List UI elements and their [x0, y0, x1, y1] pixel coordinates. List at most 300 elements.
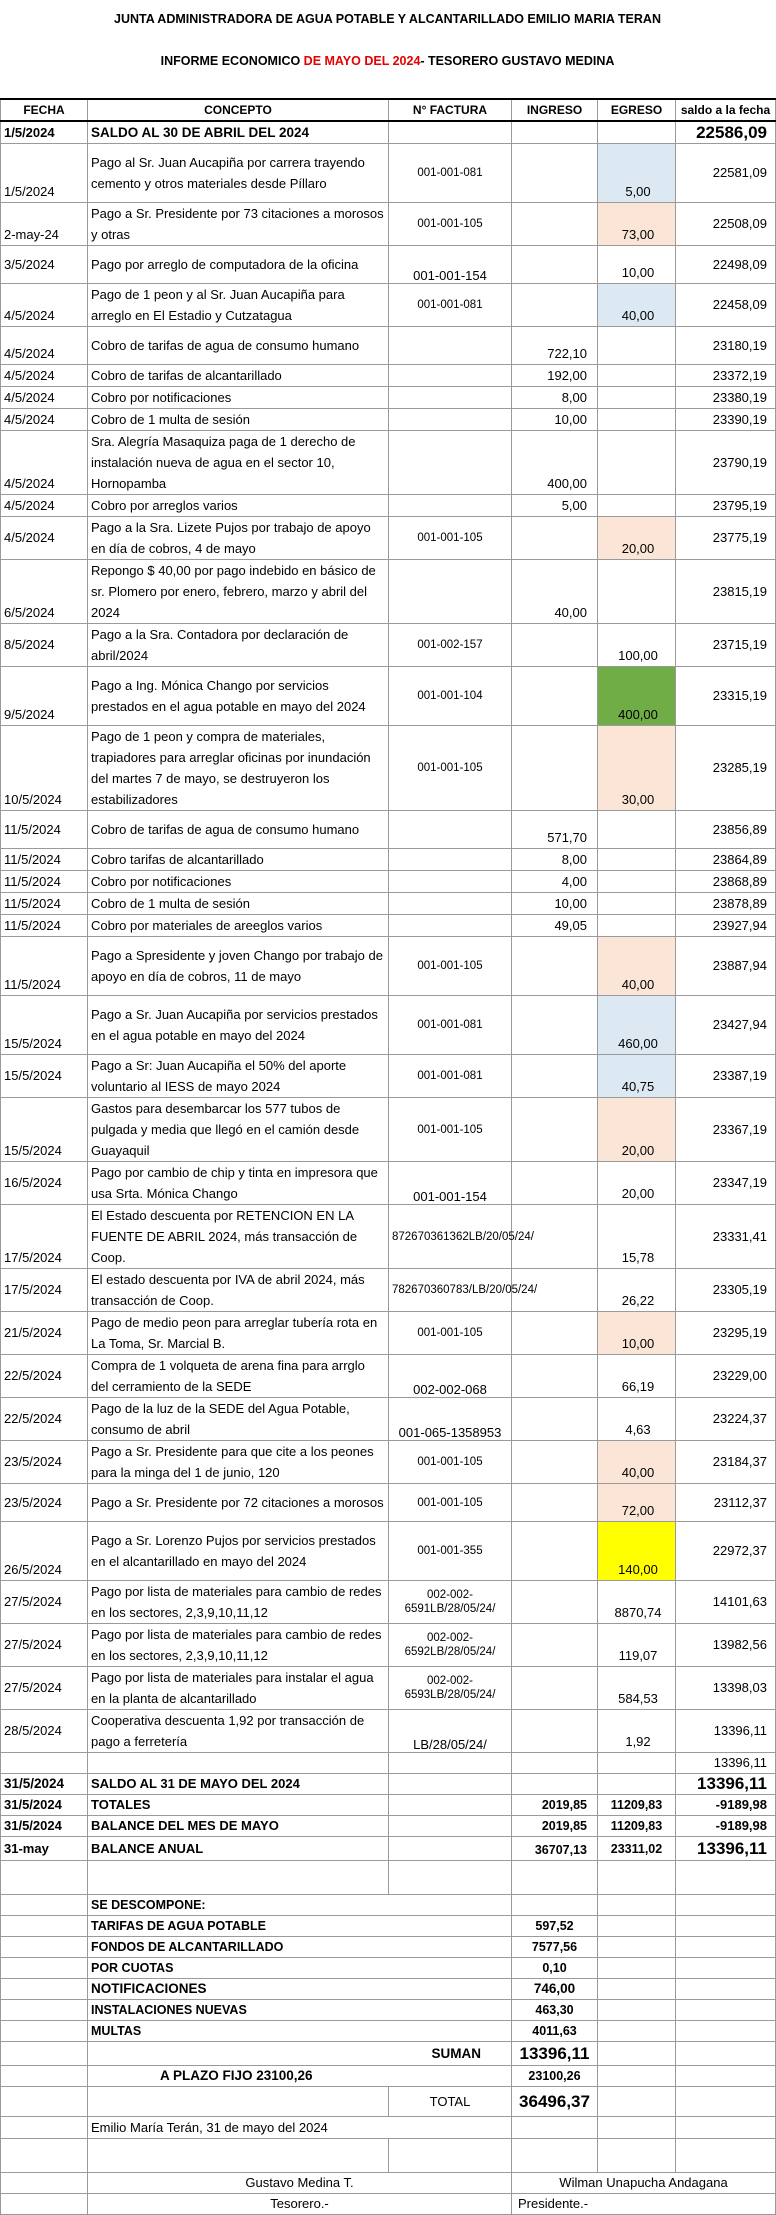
totals-factura — [389, 1774, 512, 1795]
ledger-row — [1, 387, 776, 409]
totals-label: BALANCE DEL MES DE MAYO — [88, 1816, 389, 1837]
row-ingreso — [512, 1355, 598, 1398]
row-ingreso — [512, 1581, 598, 1624]
row-saldo: 23331,41 — [676, 1205, 776, 1269]
row-saldo: 23367,19 — [676, 1098, 776, 1162]
row-factura — [389, 387, 512, 409]
row-ingreso: 8,00 — [512, 849, 598, 871]
spacer-cell — [88, 1861, 389, 1895]
row-fecha: 11/5/2024 — [1, 937, 88, 996]
row-egreso: 400,00 — [598, 667, 676, 726]
ledger-row — [1, 1398, 776, 1441]
row-concepto: Pago por cambio de chip y tinta en impresora que usa Srta. Mónica Chango — [88, 1162, 389, 1205]
row-saldo: 23295,19 — [676, 1312, 776, 1355]
totals-ingreso: 36707,13 — [512, 1837, 598, 1861]
totals-egreso — [598, 1774, 676, 1795]
spacer-cell — [1, 2117, 88, 2139]
spacer-cell — [598, 2066, 676, 2087]
col-ingreso: INGRESO — [512, 99, 598, 121]
row-saldo: 13396,11 — [676, 1753, 776, 1774]
breakdown-value: 463,30 — [512, 2000, 598, 2021]
ledger-row — [1, 1055, 776, 1098]
row-fecha: 4/5/2024 — [1, 431, 88, 495]
row-fecha: 6/5/2024 — [1, 560, 88, 624]
row-ingreso: 192,00 — [512, 365, 598, 387]
spacer-cell — [676, 2021, 776, 2042]
row-fecha: 27/5/2024 — [1, 1624, 88, 1667]
row-factura — [389, 1753, 512, 1774]
ledger-row — [1, 1441, 776, 1484]
ledger-row — [1, 996, 776, 1055]
row-factura: 001-001-105 — [389, 1441, 512, 1484]
breakdown-title: SE DESCOMPONE: — [88, 1895, 512, 1916]
row-egreso: 119,07 — [598, 1624, 676, 1667]
row-concepto: Pago a Sr. Presidente por 72 citaciones a morosos — [88, 1484, 389, 1522]
row-ingreso — [512, 144, 598, 203]
ledger-row — [1, 246, 776, 284]
row-ingreso — [512, 1484, 598, 1522]
row-factura: 001-001-105 — [389, 517, 512, 560]
row-saldo: 22458,09 — [676, 284, 776, 327]
totals-label: SALDO AL 31 DE MAYO DEL 2024 — [88, 1774, 389, 1795]
report-title-prefix: INFORME ECONOMICO — [160, 54, 304, 68]
spacer-cell — [1, 2042, 88, 2066]
spacer-row — [1, 1861, 776, 1895]
row-fecha: 22/5/2024 — [1, 1398, 88, 1441]
ledger-row — [1, 517, 776, 560]
row-egreso — [598, 871, 676, 893]
row-ingreso — [512, 624, 598, 667]
row-egreso: 66,19 — [598, 1355, 676, 1398]
row-saldo: 22586,09 — [676, 121, 776, 144]
row-egreso: 1,92 — [598, 1710, 676, 1753]
ledger-row — [1, 121, 776, 144]
row-fecha: 27/5/2024 — [1, 1667, 88, 1710]
row-egreso: 584,53 — [598, 1667, 676, 1710]
suman-row — [1, 2042, 776, 2066]
spacer-cell — [1, 2021, 88, 2042]
row-fecha: 11/5/2024 — [1, 811, 88, 849]
spacer-cell — [1, 1916, 88, 1937]
row-fecha: 3/5/2024 — [1, 246, 88, 284]
row-saldo: 23856,89 — [676, 811, 776, 849]
col-factura: N° FACTURA — [389, 99, 512, 121]
row-ingreso: 49,05 — [512, 915, 598, 937]
ledger-row — [1, 284, 776, 327]
row-factura: 782670360783/LB/20/05/24/ — [389, 1269, 512, 1312]
row-saldo: 23372,19 — [676, 365, 776, 387]
plazo-row — [1, 2066, 776, 2087]
row-concepto: Pago a Sr: Juan Aucapiña el 50% del aporte voluntario al IESS de mayo 2024 — [88, 1055, 389, 1098]
row-factura — [389, 560, 512, 624]
row-egreso — [598, 327, 676, 365]
row-saldo: 23427,94 — [676, 996, 776, 1055]
row-saldo: 22508,09 — [676, 203, 776, 246]
row-egreso: 30,00 — [598, 726, 676, 811]
spacer-cell — [598, 2021, 676, 2042]
totals-fecha: 31/5/2024 — [1, 1816, 88, 1837]
row-concepto: Pago por arreglo de computadora de la oficina — [88, 246, 389, 284]
row-ingreso — [512, 726, 598, 811]
row-concepto: Pago de la luz de la SEDE del Agua Potable, consumo de abril — [88, 1398, 389, 1441]
spacer-cell — [512, 2117, 598, 2139]
spacer-row — [1, 2139, 776, 2173]
signature-role-row — [1, 2194, 776, 2215]
row-saldo: 23184,37 — [676, 1441, 776, 1484]
report-title — [0, 54, 775, 68]
totals-egreso: 23311,02 — [598, 1837, 676, 1861]
breakdown-label: NOTIFICACIONES — [88, 1979, 512, 2000]
row-ingreso — [512, 1753, 598, 1774]
row-fecha: 23/5/2024 — [1, 1441, 88, 1484]
totals-row — [1, 1816, 776, 1837]
ledger-row — [1, 1624, 776, 1667]
row-saldo: 23224,37 — [676, 1398, 776, 1441]
row-saldo: 23390,19 — [676, 409, 776, 431]
row-factura: 001-001-081 — [389, 996, 512, 1055]
place-date: Emilio María Terán, 31 de mayo del 2024 — [88, 2117, 512, 2139]
plazo-label: A PLAZO FIJO 23100,26 — [88, 2066, 512, 2087]
row-factura: 001-002-157 — [389, 624, 512, 667]
spacer-cell — [1, 1937, 88, 1958]
row-fecha: 11/5/2024 — [1, 849, 88, 871]
row-egreso: 10,00 — [598, 1312, 676, 1355]
row-fecha: 1/5/2024 — [1, 121, 88, 144]
spacer-cell — [1, 2194, 88, 2215]
org-title: JUNTA ADMINISTRADORA DE AGUA POTABLE Y ALCANTARILLADO EMILIO MARIA TERAN — [114, 12, 661, 26]
row-concepto: Cooperativa descuenta 1,92 por transacción de pago a ferretería — [88, 1710, 389, 1753]
spacer-cell — [1, 1895, 88, 1916]
totals-saldo: 13396,11 — [676, 1837, 776, 1861]
spacer-cell — [598, 2087, 676, 2117]
row-concepto: Pago a Sr. Presidente para que cite a los peones para la minga del 1 de junio, 120 — [88, 1441, 389, 1484]
row-saldo: 23112,37 — [676, 1484, 776, 1522]
row-fecha — [1, 1753, 88, 1774]
totals-row — [1, 1774, 776, 1795]
row-ingreso: 722,10 — [512, 327, 598, 365]
row-saldo: 23305,19 — [676, 1269, 776, 1312]
ledger-row — [1, 409, 776, 431]
plazo-value: 23100,26 — [512, 2066, 598, 2087]
row-ingreso — [512, 121, 598, 144]
totals-factura — [389, 1816, 512, 1837]
row-concepto: Pago por lista de materiales para cambio de redes en los sectores, 2,3,9,10,11,12 — [88, 1624, 389, 1667]
row-egreso: 73,00 — [598, 203, 676, 246]
row-fecha: 9/5/2024 — [1, 667, 88, 726]
row-egreso — [598, 409, 676, 431]
row-factura: 001-001-355 — [389, 1522, 512, 1581]
row-saldo: 23878,89 — [676, 893, 776, 915]
row-factura: 001-001-105 — [389, 1098, 512, 1162]
spacer-cell — [676, 1895, 776, 1916]
ledger-row — [1, 1162, 776, 1205]
totals-label: TOTALES — [88, 1795, 389, 1816]
spacer-cell — [1, 2139, 88, 2173]
row-fecha: 11/5/2024 — [1, 893, 88, 915]
row-factura: 001-001-081 — [389, 1055, 512, 1098]
spacer-cell — [676, 1958, 776, 1979]
row-factura — [389, 365, 512, 387]
breakdown-row — [1, 2021, 776, 2042]
ledger-row — [1, 849, 776, 871]
row-factura: 002-002-6593LB/28/05/24/ — [389, 1667, 512, 1710]
totals-ingreso: 2019,85 — [512, 1795, 598, 1816]
row-egreso: 4,63 — [598, 1398, 676, 1441]
row-saldo: 23790,19 — [676, 431, 776, 495]
row-factura — [389, 327, 512, 365]
row-saldo: 22581,09 — [676, 144, 776, 203]
row-saldo: 23229,00 — [676, 1355, 776, 1398]
row-concepto: Pago de 1 peon y al Sr. Juan Aucapiña para arreglo en El Estadio y Cutzatagua — [88, 284, 389, 327]
row-concepto: Pago a la Sra. Contadora por declaración de abril/2024 — [88, 624, 389, 667]
row-egreso: 10,00 — [598, 246, 676, 284]
totals-row — [1, 1795, 776, 1816]
row-fecha: 27/5/2024 — [1, 1581, 88, 1624]
row-factura: 001-001-154 — [389, 1162, 512, 1205]
breakdown-value: 4011,63 — [512, 2021, 598, 2042]
breakdown-row — [1, 1979, 776, 2000]
row-fecha: 15/5/2024 — [1, 1098, 88, 1162]
ledger-row — [1, 1667, 776, 1710]
row-ingreso — [512, 1098, 598, 1162]
row-concepto: Pago a Spresidente y joven Chango por trabajo de apoyo en día de cobros, 11 de mayo — [88, 937, 389, 996]
row-saldo: 23887,94 — [676, 937, 776, 996]
row-fecha: 11/5/2024 — [1, 915, 88, 937]
row-factura — [389, 871, 512, 893]
row-concepto: Cobro por notificaciones — [88, 871, 389, 893]
row-concepto: Cobro por notificaciones — [88, 387, 389, 409]
row-concepto: Cobro tarifas de alcantarillado — [88, 849, 389, 871]
totals-fecha: 31-may — [1, 1837, 88, 1861]
row-egreso: 20,00 — [598, 517, 676, 560]
row-factura — [389, 893, 512, 915]
row-egreso — [598, 915, 676, 937]
row-ingreso — [512, 1162, 598, 1205]
ledger-row — [1, 560, 776, 624]
row-ingreso — [512, 667, 598, 726]
row-factura: 001-001-105 — [389, 1312, 512, 1355]
ledger-row — [1, 893, 776, 915]
breakdown-label: POR CUOTAS — [88, 1958, 512, 1979]
col-fecha: FECHA — [1, 99, 88, 121]
row-ingreso — [512, 246, 598, 284]
row-fecha: 4/5/2024 — [1, 409, 88, 431]
breakdown-label: TARIFAS DE AGUA POTABLE — [88, 1916, 512, 1937]
row-ingreso — [512, 1398, 598, 1441]
row-concepto: Pago a la Sra. Lizete Pujos por trabajo de apoyo en día de cobros, 4 de mayo — [88, 517, 389, 560]
row-factura: 001-001-104 — [389, 667, 512, 726]
row-fecha: 4/5/2024 — [1, 517, 88, 560]
row-saldo: 22498,09 — [676, 246, 776, 284]
row-saldo: 23380,19 — [676, 387, 776, 409]
row-egreso — [598, 893, 676, 915]
suman-value: 13396,11 — [512, 2042, 598, 2066]
signature-name-row — [1, 2173, 776, 2194]
place-date-row — [1, 2117, 776, 2139]
breakdown-value: 7577,56 — [512, 1937, 598, 1958]
row-egreso — [598, 811, 676, 849]
totals-ingreso: 2019,85 — [512, 1816, 598, 1837]
totals-ingreso — [512, 1774, 598, 1795]
row-ingreso: 4,00 — [512, 871, 598, 893]
row-ingreso: 10,00 — [512, 409, 598, 431]
spacer-cell — [598, 2000, 676, 2021]
ledger-row — [1, 1269, 776, 1312]
spacer-cell — [598, 1895, 676, 1916]
row-saldo: 23387,19 — [676, 1055, 776, 1098]
row-ingreso — [512, 1624, 598, 1667]
row-saldo: 23715,19 — [676, 624, 776, 667]
breakdown-row — [1, 1958, 776, 1979]
row-saldo: 13396,11 — [676, 1710, 776, 1753]
spacer-cell — [1, 1861, 88, 1895]
row-fecha: 10/5/2024 — [1, 726, 88, 811]
row-ingreso — [512, 284, 598, 327]
row-fecha: 23/5/2024 — [1, 1484, 88, 1522]
signer2-role: Presidente.- — [512, 2194, 776, 2215]
ledger-row — [1, 937, 776, 996]
row-egreso — [598, 431, 676, 495]
row-concepto: Pago a Ing. Mónica Chango por servicios prestados en el agua potable en mayo del 2024 — [88, 667, 389, 726]
row-egreso: 5,00 — [598, 144, 676, 203]
spacer-cell — [389, 2139, 512, 2173]
spacer-cell — [512, 2139, 598, 2173]
spacer-cell — [598, 1958, 676, 1979]
spacer-cell — [598, 2139, 676, 2173]
totals-egreso: 11209,83 — [598, 1795, 676, 1816]
spacer-cell — [676, 1937, 776, 1958]
row-fecha: 4/5/2024 — [1, 495, 88, 517]
breakdown-label: MULTAS — [88, 2021, 512, 2042]
row-factura: 001-001-105 — [389, 937, 512, 996]
row-ingreso — [512, 1522, 598, 1581]
row-saldo: 23347,19 — [676, 1162, 776, 1205]
row-concepto: Pago por lista de materiales para cambio de redes en los sectores, 2,3,9,10,11,12 — [88, 1581, 389, 1624]
row-egreso: 40,00 — [598, 1441, 676, 1484]
spacer-cell — [598, 2117, 676, 2139]
totals-saldo: 13396,11 — [676, 1774, 776, 1795]
row-fecha: 1/5/2024 — [1, 144, 88, 203]
row-factura — [389, 915, 512, 937]
row-factura — [389, 811, 512, 849]
row-factura — [389, 495, 512, 517]
row-fecha: 8/5/2024 — [1, 624, 88, 667]
totals-row — [1, 1837, 776, 1861]
ledger-row — [1, 811, 776, 849]
row-ingreso — [512, 1441, 598, 1484]
breakdown-label: INSTALACIONES NUEVAS — [88, 2000, 512, 2021]
row-concepto: Cobro de tarifas de alcantarillado — [88, 365, 389, 387]
spacer-cell — [676, 1861, 776, 1895]
row-factura: 001-001-105 — [389, 203, 512, 246]
totals-saldo: -9189,98 — [676, 1816, 776, 1837]
row-factura: LB/28/05/24/ — [389, 1710, 512, 1753]
row-fecha: 21/5/2024 — [1, 1312, 88, 1355]
row-factura — [389, 409, 512, 431]
row-egreso: 72,00 — [598, 1484, 676, 1522]
row-ingreso — [512, 937, 598, 996]
breakdown-value: 597,52 — [512, 1916, 598, 1937]
ledger-row — [1, 726, 776, 811]
row-fecha: 28/5/2024 — [1, 1710, 88, 1753]
row-concepto: Pago a Sr. Lorenzo Pujos por servicios prestados en el alcantarillado en mayo del 2024 — [88, 1522, 389, 1581]
row-factura: 001-001-105 — [389, 1484, 512, 1522]
row-ingreso: 10,00 — [512, 893, 598, 915]
spacer-cell — [598, 1979, 676, 2000]
totals-fecha: 31/5/2024 — [1, 1795, 88, 1816]
row-factura: 001-001-105 — [389, 726, 512, 811]
row-concepto: Cobro de tarifas de agua de consumo humano — [88, 327, 389, 365]
row-concepto: Pago de medio peon para arreglar tubería rota en La Toma, Sr. Marcial B. — [88, 1312, 389, 1355]
row-concepto: Cobro por materiales de areeglos varios — [88, 915, 389, 937]
totals-label: BALANCE ANUAL — [88, 1837, 389, 1861]
row-concepto: Pago a Sr. Presidente por 73 citaciones a morosos y otras — [88, 203, 389, 246]
ledger-row — [1, 871, 776, 893]
row-ingreso: 5,00 — [512, 495, 598, 517]
suman-label: SUMAN — [88, 2042, 512, 2066]
totals-egreso: 11209,83 — [598, 1816, 676, 1837]
ledger-row — [1, 1484, 776, 1522]
totals-fecha: 31/5/2024 — [1, 1774, 88, 1795]
spacer-cell — [1, 2000, 88, 2021]
row-saldo: 13398,03 — [676, 1667, 776, 1710]
spacer-cell — [512, 1895, 598, 1916]
row-concepto: Pago por lista de materiales para instalar el agua en la planta de alcantarillado — [88, 1667, 389, 1710]
row-saldo: 14101,63 — [676, 1581, 776, 1624]
spacer-cell — [676, 2117, 776, 2139]
row-concepto: Cobro de tarifas de agua de consumo humano — [88, 811, 389, 849]
grand-total-value: 36496,37 — [512, 2087, 598, 2117]
row-egreso: 100,00 — [598, 624, 676, 667]
row-saldo: 23815,19 — [676, 560, 776, 624]
row-fecha: 26/5/2024 — [1, 1522, 88, 1581]
row-ingreso — [512, 1667, 598, 1710]
ledger-row — [1, 667, 776, 726]
row-egreso: 40,00 — [598, 937, 676, 996]
row-concepto: Pago de 1 peon y compra de materiales, trapiadores para arreglar oficinas por inundación del martes 7 de mayo, se destruyeron los estabilizadores — [88, 726, 389, 811]
ledger-body — [1, 99, 776, 2215]
row-concepto: Repongo $ 40,00 por pago indebido en básico de sr. Plomero por enero, febrero, marzo y abril del 2024 — [88, 560, 389, 624]
row-saldo: 22972,37 — [676, 1522, 776, 1581]
breakdown-row — [1, 1937, 776, 1958]
row-concepto: El estado descuenta por IVA de abril 2024, más transacción de Coop. — [88, 1269, 389, 1312]
row-factura: 002-002-068 — [389, 1355, 512, 1398]
row-saldo: 23927,94 — [676, 915, 776, 937]
spacer-cell — [676, 2139, 776, 2173]
row-fecha: 15/5/2024 — [1, 996, 88, 1055]
row-saldo: 23775,19 — [676, 517, 776, 560]
row-egreso: 20,00 — [598, 1098, 676, 1162]
report-title-period: DE MAYO DEL 2024 — [303, 54, 421, 68]
row-fecha: 17/5/2024 — [1, 1269, 88, 1312]
col-egreso: EGRESO — [598, 99, 676, 121]
ledger-row — [1, 1581, 776, 1624]
row-egreso — [598, 849, 676, 871]
row-concepto: Cobro de 1 multa de sesión — [88, 893, 389, 915]
report-title-suffix: - TESORERO GUSTAVO MEDINA — [420, 54, 615, 68]
col-saldo: saldo a la fecha — [676, 99, 776, 121]
row-fecha: 4/5/2024 — [1, 327, 88, 365]
ledger-row — [1, 1753, 776, 1774]
ledger-table — [0, 98, 776, 2215]
row-saldo: 23180,19 — [676, 327, 776, 365]
spacer-cell — [512, 1861, 598, 1895]
ledger-row — [1, 1710, 776, 1753]
row-saldo: 23285,19 — [676, 726, 776, 811]
row-ingreso: 400,00 — [512, 431, 598, 495]
spacer-cell — [676, 1916, 776, 1937]
row-ingreso — [512, 203, 598, 246]
